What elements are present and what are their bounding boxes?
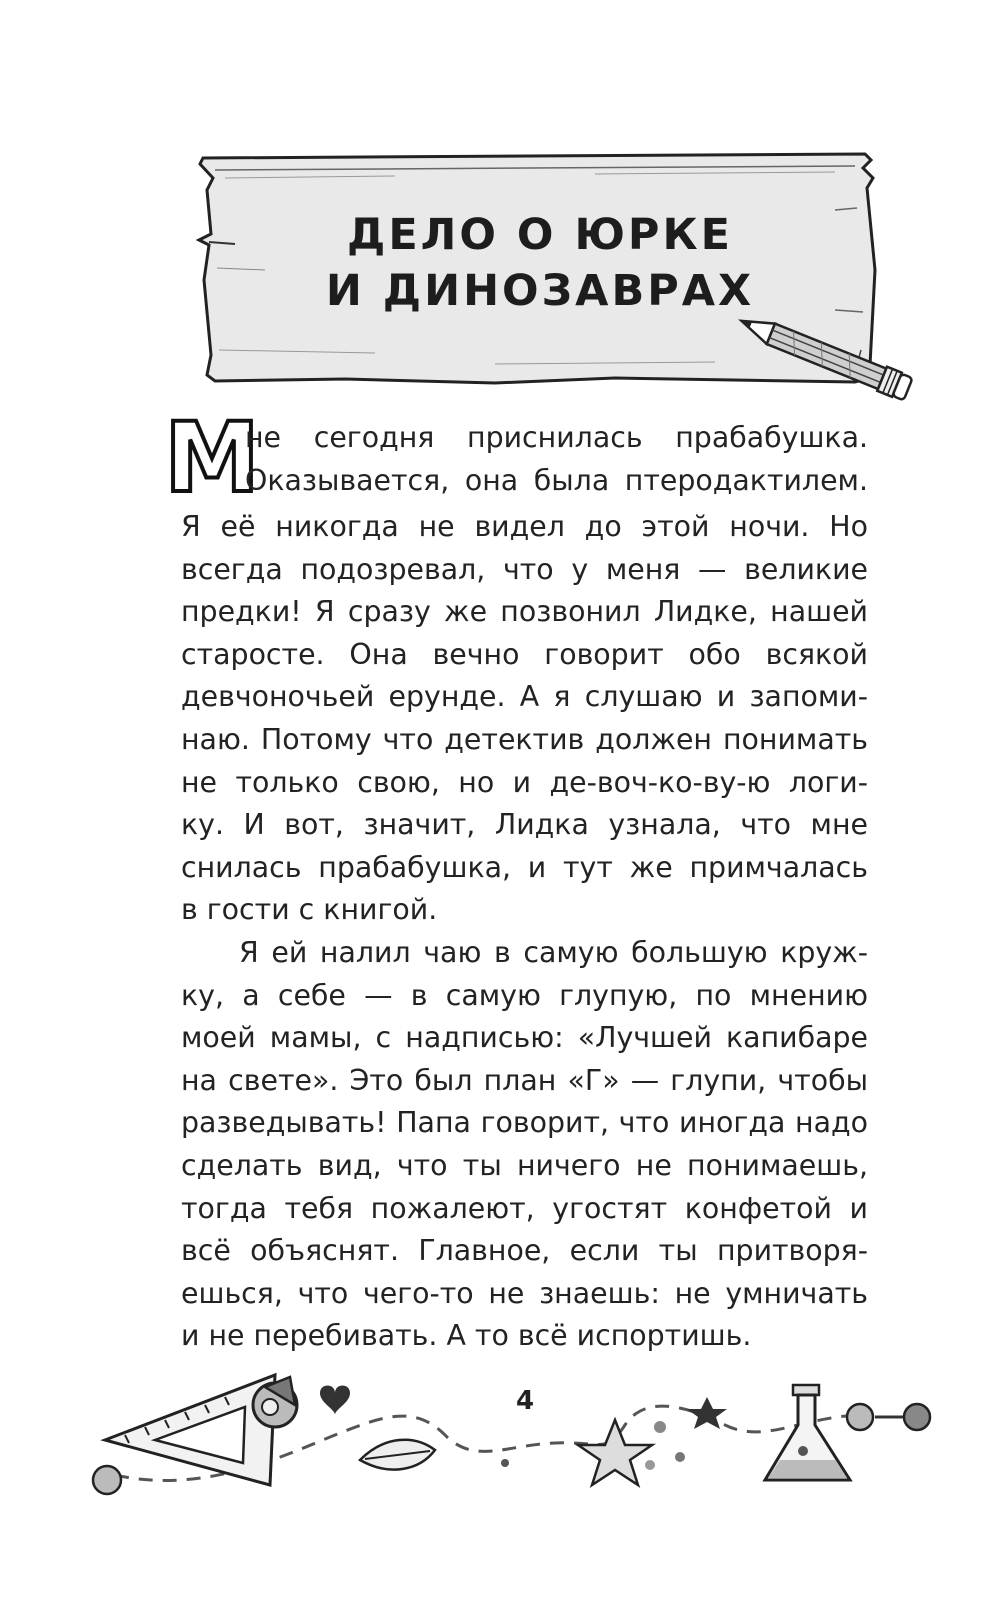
text-line: старосте. Она вечно говорит обо всякой xyxy=(181,637,868,671)
text-line: Оказывается, она была птеродактилем. xyxy=(245,463,868,497)
dot-icon xyxy=(675,1452,685,1462)
text-line: разведывать! Папа говорит, что иногда надо xyxy=(181,1106,868,1140)
text-line: в гости с книгой. xyxy=(181,893,438,927)
dot-icon xyxy=(501,1459,509,1467)
paragraph-1 xyxy=(164,402,868,932)
text-line: Я ей налил чаю в самую большую круж- xyxy=(239,935,868,969)
text-line: девчоночьей ерунде. А я слушаю и запоми- xyxy=(181,680,868,714)
text-line: ешься, что чего-то не знаешь: не умничать xyxy=(181,1276,868,1310)
text-line: снилась прабабушка, и тут же примчалась xyxy=(181,850,868,884)
text-line: предки! Я сразу же позвонил Лидке, нашей xyxy=(181,595,868,629)
dot-icon xyxy=(904,1404,930,1430)
text-line: наю. Потому что детектив должен понимать xyxy=(181,722,868,756)
dot-icon xyxy=(93,1466,121,1494)
text-line: всегда подозревал, что у меня — великие xyxy=(181,552,868,586)
svg-text:М: М xyxy=(164,402,260,514)
text-line: на свете». Это был план «Г» — глупи, чтобы xyxy=(181,1063,868,1097)
text-line: всё объяснят. Главное, если ты притворя- xyxy=(181,1234,868,1268)
star-icon xyxy=(578,1420,652,1485)
star-icon xyxy=(687,1397,727,1429)
text-line: сделать вид, что ты ничего не понимаешь, xyxy=(181,1148,868,1182)
text-line: тогда тебя пожалеют, угостят конфетой и xyxy=(181,1191,868,1225)
chapter-title-line-1: ДЕЛО О ЮРКЕ xyxy=(347,210,733,260)
text-line: ку. И вот, значит, Лидка узнала, что мне xyxy=(181,808,868,842)
paragraph-2 xyxy=(181,932,868,1358)
page-number: 4 xyxy=(515,1386,535,1416)
dot-icon xyxy=(654,1421,666,1433)
chapter-body xyxy=(164,402,868,1358)
text-line: Я её никогда не видел до этой ночи. Но xyxy=(181,510,868,543)
chapter-title-line-2: И ДИНОЗАВРАХ xyxy=(325,266,755,316)
dot-icon xyxy=(645,1460,655,1470)
triangle-ruler-icon xyxy=(105,1375,275,1485)
leaf-icon xyxy=(360,1440,435,1470)
heart-icon xyxy=(320,1386,350,1416)
text-line: не сегодня приснилась прабабушка. xyxy=(245,421,868,454)
text-line: ку, а себе — в самую глупую, по мнению xyxy=(181,978,868,1012)
text-line: не только свою, но и де-воч-ко-ву-ю логи- xyxy=(181,765,868,799)
text-line: моей мамы, с надписью: «Лучшей капибаре xyxy=(181,1021,868,1055)
dot-icon xyxy=(847,1404,873,1430)
flask-icon xyxy=(765,1385,850,1480)
footer-decoration xyxy=(85,1365,945,1515)
pencil-icon xyxy=(725,315,925,405)
text-line: и не перебивать. А то всё испортишь. xyxy=(181,1319,752,1353)
drop-cap-letter xyxy=(164,402,260,514)
